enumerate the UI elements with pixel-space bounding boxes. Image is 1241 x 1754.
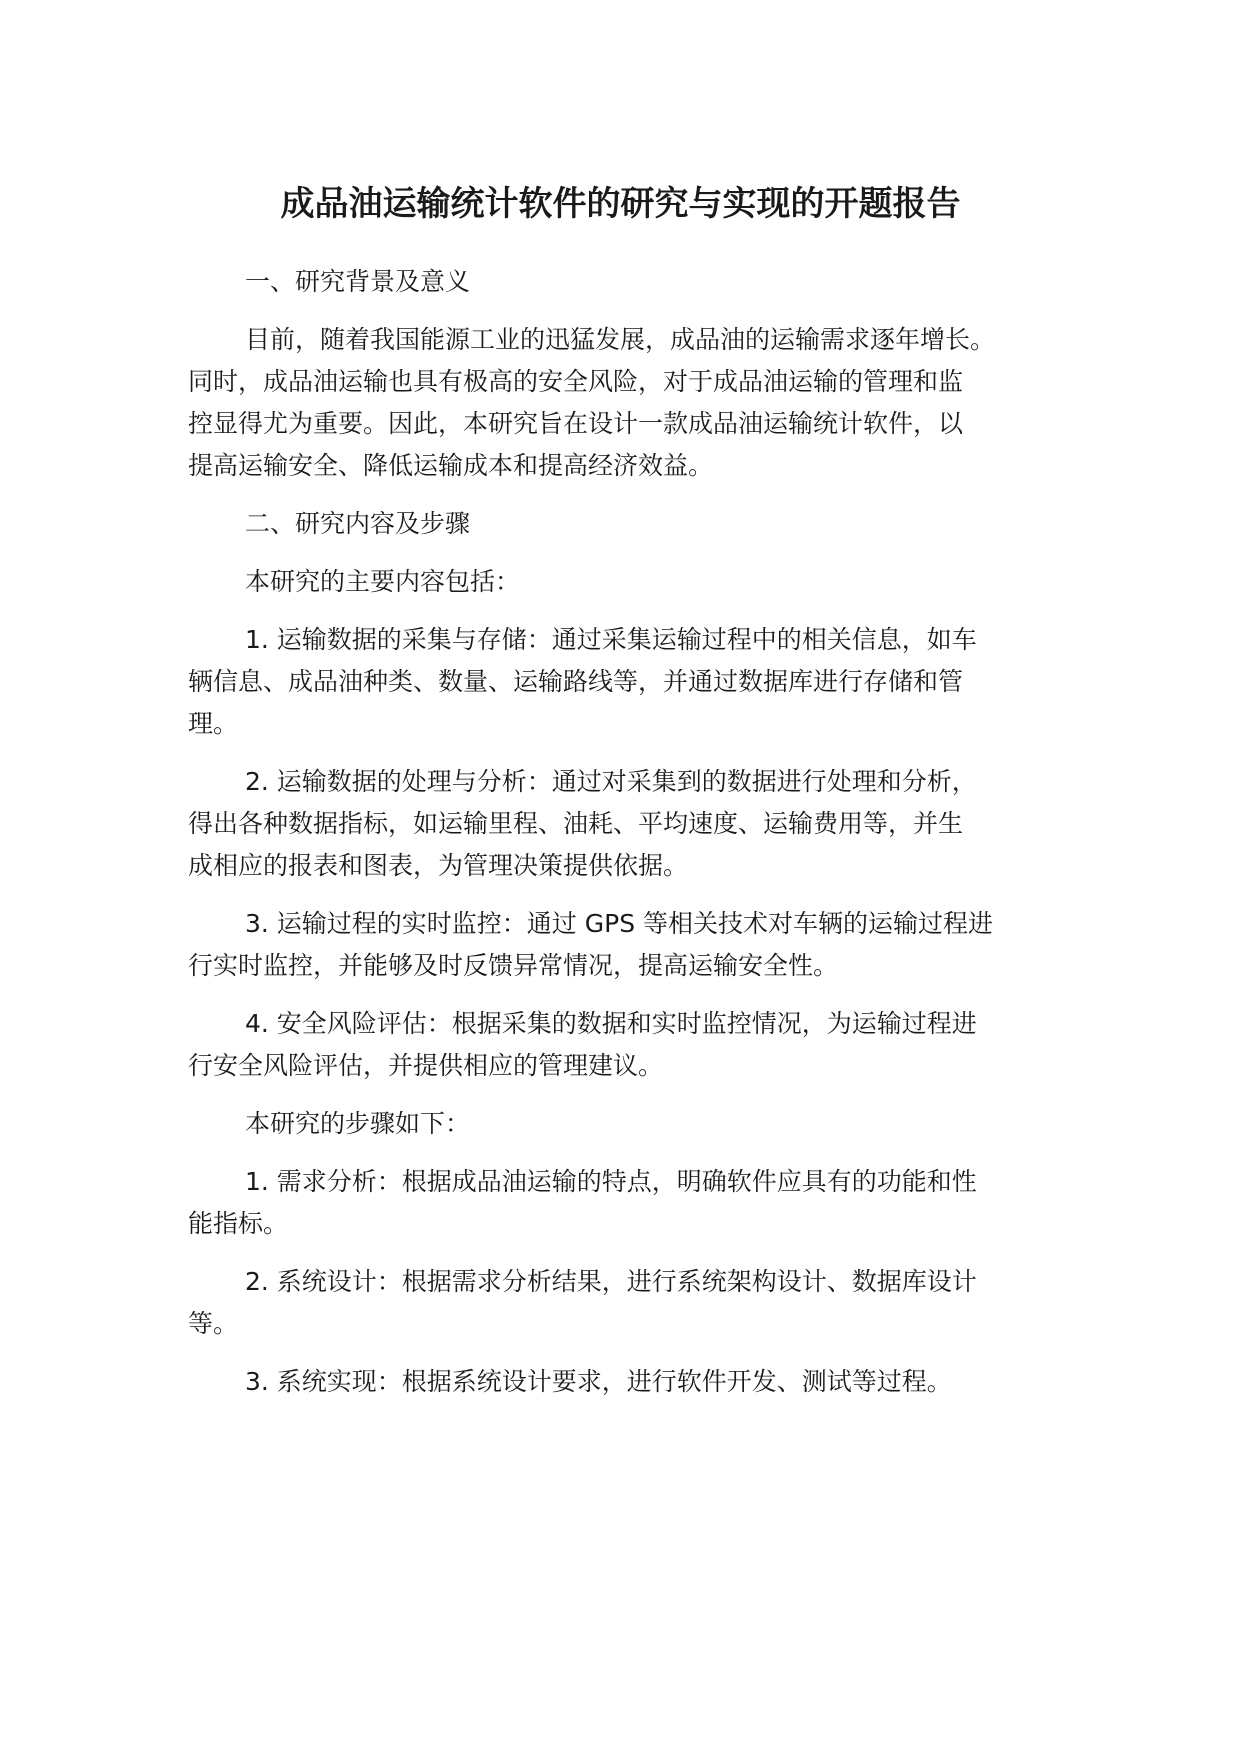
list-item-line: 行安全风险评估，并提供相应的管理建议。 — [188, 1051, 664, 1080]
paragraph-line: 同时，成品油运输也具有极高的安全风险，对于成品油运输的管理和监 — [188, 367, 964, 396]
list-item-line: 2. 运输数据的处理与分析：通过对采集到的数据进行处理和分析， — [245, 767, 977, 796]
paragraph-line: 本研究的主要内容包括： — [245, 567, 521, 596]
list-item-line: 4. 安全风险评估：根据采集的数据和实时监控情况，为运输过程进 — [245, 1009, 977, 1038]
list-item-line: 理。 — [188, 709, 239, 738]
list-item-line: 2. 系统设计：根据需求分析结果，进行系统架构设计、数据库设计 — [245, 1267, 977, 1296]
list-item-line: 等。 — [188, 1309, 239, 1338]
list-item-line: 能指标。 — [188, 1209, 289, 1238]
list-item-line: 成相应的报表和图表，为管理决策提供依据。 — [188, 851, 689, 880]
list-item-line: 3. 运输过程的实时监控：通过 GPS 等相关技术对车辆的运输过程进 — [245, 909, 994, 938]
paragraph-line: 提高运输安全、降低运输成本和提高经济效益。 — [188, 451, 714, 480]
section-heading-1: 一、研究背景及意义 — [245, 267, 471, 296]
list-item-line: 3. 系统实现：根据系统设计要求，进行软件开发、测试等过程。 — [245, 1367, 952, 1396]
paragraph-line: 目前，随着我国能源工业的迅猛发展，成品油的运输需求逐年增长。 — [245, 325, 996, 354]
paragraph-line: 本研究的步骤如下： — [245, 1109, 471, 1138]
list-item-line: 1. 需求分析：根据成品油运输的特点，明确软件应具有的功能和性 — [245, 1167, 977, 1196]
list-item-line: 1. 运输数据的采集与存储：通过采集运输过程中的相关信息，如车 — [245, 625, 977, 654]
list-item-line: 得出各种数据指标，如运输里程、油耗、平均速度、运输费用等，并生 — [188, 809, 964, 838]
section-heading-2: 二、研究内容及步骤 — [245, 509, 471, 538]
list-item-line: 行实时监控，并能够及时反馈异常情况，提高运输安全性。 — [188, 951, 839, 980]
list-item-line: 辆信息、成品油种类、数量、运输路线等，并通过数据库进行存储和管 — [188, 667, 964, 696]
paragraph-line: 控显得尤为重要。因此，本研究旨在设计一款成品油运输统计软件，以 — [188, 409, 964, 438]
document-title: 成品油运输统计软件的研究与实现的开题报告 — [280, 184, 961, 224]
